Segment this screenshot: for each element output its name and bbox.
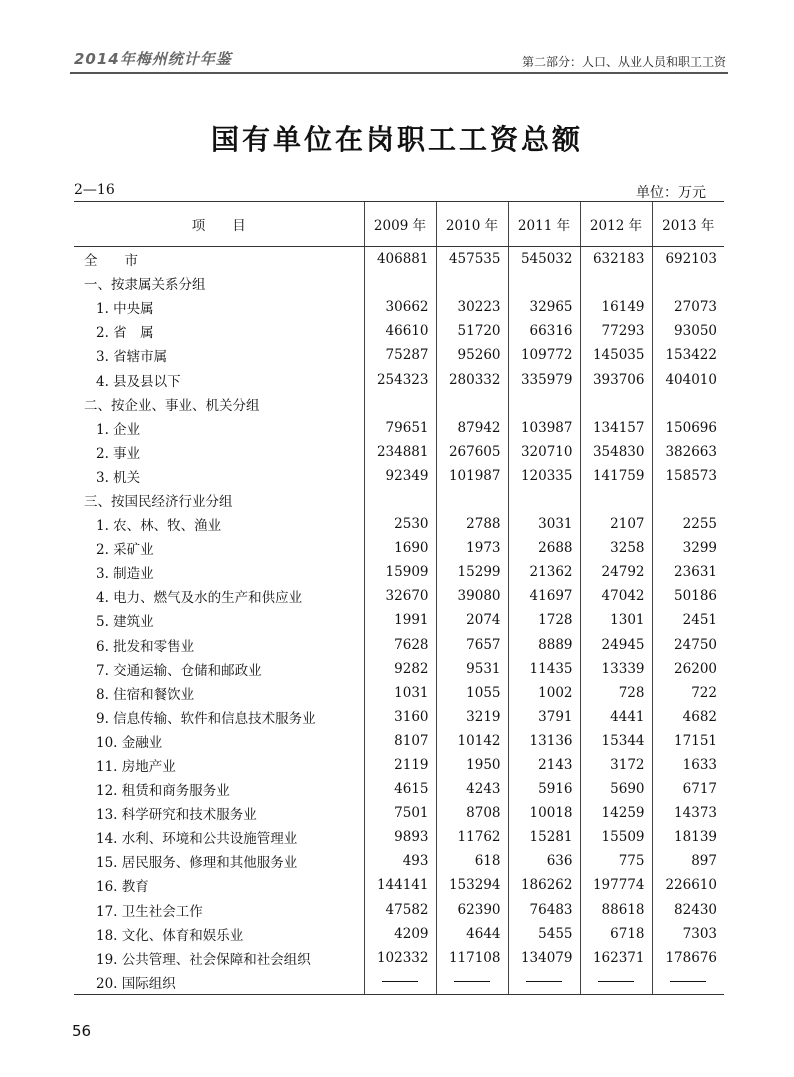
value-cell: 8889: [508, 633, 580, 657]
value-cell: 4682: [652, 705, 724, 729]
row-label: 20. 国际组织: [74, 970, 364, 995]
value-cell: 2255: [652, 512, 724, 536]
value-cell: 46610: [364, 319, 436, 343]
value-cell: [436, 392, 508, 416]
column-header-2012: 2012 年: [580, 202, 652, 247]
table-row: [74, 247, 724, 272]
value-cell: 77293: [580, 319, 652, 343]
table-row: [74, 440, 724, 464]
value-cell: 93050: [652, 319, 724, 343]
value-cell: 30223: [436, 295, 508, 319]
value-cell: 7303: [652, 922, 724, 946]
row-label: 16. 教育: [96, 879, 149, 896]
value-cell: 1633: [652, 753, 724, 777]
table-body: [74, 247, 724, 995]
value-cell: 5455: [508, 922, 580, 946]
row-label: 5. 建筑业: [96, 614, 154, 631]
value-cell: 267605: [436, 440, 508, 464]
column-header-2009: 2009 年: [364, 202, 436, 247]
value-cell: 103987: [508, 416, 580, 440]
row-label: 1. 农、林、牧、渔业: [96, 518, 222, 535]
value-cell: 26200: [652, 657, 724, 681]
dash-value: [598, 981, 634, 983]
column-header-2013: 2013 年: [652, 202, 724, 247]
table-row: [74, 343, 724, 367]
value-cell: 15281: [508, 825, 580, 849]
row-label: 三、按国民经济行业分组: [84, 493, 233, 510]
value-cell: 618: [436, 849, 508, 873]
value-cell: 153294: [436, 873, 508, 897]
value-cell: 320710: [508, 440, 580, 464]
value-cell: 14373: [652, 801, 724, 825]
value-cell: 728: [580, 681, 652, 705]
value-cell: [436, 488, 508, 512]
table-row: [74, 657, 724, 681]
value-cell: [436, 970, 508, 995]
page-number: 56: [72, 1022, 92, 1040]
table-row: [74, 271, 724, 295]
value-cell: 14259: [580, 801, 652, 825]
value-cell: 101987: [436, 464, 508, 488]
value-cell: 545032: [508, 247, 580, 272]
table-row: [74, 729, 724, 753]
value-cell: 24945: [580, 633, 652, 657]
yearbook-title: 2014年梅州统计年鉴: [74, 50, 232, 68]
value-cell: 162371: [580, 946, 652, 970]
value-cell: [364, 392, 436, 416]
value-cell: 75287: [364, 343, 436, 367]
value-cell: 7657: [436, 633, 508, 657]
value-cell: 1728: [508, 608, 580, 632]
value-cell: 2143: [508, 753, 580, 777]
value-cell: 6717: [652, 777, 724, 801]
value-cell: 10018: [508, 801, 580, 825]
value-cell: 16149: [580, 295, 652, 319]
value-cell: 4243: [436, 777, 508, 801]
row-label: 一、按隶属关系分组: [84, 277, 206, 294]
value-cell: 3172: [580, 753, 652, 777]
header-rule: [70, 72, 728, 74]
table-row: [74, 536, 724, 560]
value-cell: 2688: [508, 536, 580, 560]
value-cell: 9282: [364, 657, 436, 681]
value-cell: [580, 488, 652, 512]
value-cell: 5916: [508, 777, 580, 801]
row-label: 12. 租赁和商务服务业: [96, 783, 230, 800]
dash-value: [454, 981, 490, 983]
value-cell: 145035: [580, 343, 652, 367]
table-row: [74, 367, 724, 391]
table-row: [74, 392, 724, 416]
value-cell: 92349: [364, 464, 436, 488]
row-label: 2. 采矿业: [96, 542, 154, 559]
value-cell: 23631: [652, 560, 724, 584]
row-label: 3. 制造业: [96, 566, 154, 583]
row-label: 7. 交通运输、仓储和邮政业: [96, 662, 262, 679]
value-cell: 1301: [580, 608, 652, 632]
value-cell: 15509: [580, 825, 652, 849]
value-cell: [508, 392, 580, 416]
value-cell: [652, 488, 724, 512]
value-cell: 24792: [580, 560, 652, 584]
value-cell: 2119: [364, 753, 436, 777]
value-cell: 636: [508, 849, 580, 873]
table-row: [74, 898, 724, 922]
dash-value: [526, 981, 562, 983]
table-number: 2—16: [74, 182, 115, 198]
value-cell: [508, 488, 580, 512]
value-cell: 1991: [364, 608, 436, 632]
value-cell: 254323: [364, 367, 436, 391]
value-cell: [436, 271, 508, 295]
value-cell: [508, 970, 580, 995]
value-cell: 153422: [652, 343, 724, 367]
table-row: [74, 464, 724, 488]
table-row: [74, 633, 724, 657]
value-cell: [508, 271, 580, 295]
value-cell: 6718: [580, 922, 652, 946]
value-cell: 457535: [436, 247, 508, 272]
value-cell: 692103: [652, 247, 724, 272]
table-row: [74, 416, 724, 440]
value-cell: 82430: [652, 898, 724, 922]
table-row: [74, 705, 724, 729]
value-cell: 393706: [580, 367, 652, 391]
row-label: 15. 居民服务、修理和其他服务业: [96, 855, 298, 872]
row-label: 3. 省辖市属: [96, 349, 168, 366]
value-cell: 13339: [580, 657, 652, 681]
table-row: [74, 801, 724, 825]
value-cell: 15909: [364, 560, 436, 584]
value-cell: 632183: [580, 247, 652, 272]
value-cell: 3791: [508, 705, 580, 729]
row-label: 13. 科学研究和技术服务业: [96, 807, 257, 824]
value-cell: 775: [580, 849, 652, 873]
value-cell: 79651: [364, 416, 436, 440]
row-label: 8. 住宿和餐饮业: [96, 686, 195, 703]
table-row: [74, 319, 724, 343]
value-cell: 1973: [436, 536, 508, 560]
value-cell: 5690: [580, 777, 652, 801]
value-cell: 186262: [508, 873, 580, 897]
row-label: 6. 批发和零售业: [96, 638, 195, 655]
row-label: 二、按企业、事业、机关分组: [84, 397, 260, 414]
value-cell: 134157: [580, 416, 652, 440]
value-cell: 1690: [364, 536, 436, 560]
value-cell: 234881: [364, 440, 436, 464]
table-row: [74, 825, 724, 849]
value-cell: 134079: [508, 946, 580, 970]
table-row: [74, 512, 724, 536]
value-cell: 24750: [652, 633, 724, 657]
value-cell: 32670: [364, 584, 436, 608]
value-cell: 3258: [580, 536, 652, 560]
value-cell: 30662: [364, 295, 436, 319]
value-cell: 18139: [652, 825, 724, 849]
value-cell: 4615: [364, 777, 436, 801]
table-header-row: [74, 202, 724, 247]
value-cell: 354830: [580, 440, 652, 464]
value-cell: 150696: [652, 416, 724, 440]
table-row: [74, 681, 724, 705]
value-cell: 493: [364, 849, 436, 873]
value-cell: 2451: [652, 608, 724, 632]
value-cell: 62390: [436, 898, 508, 922]
row-label: 3. 机关: [96, 469, 141, 486]
column-header-item: 项 目: [74, 202, 364, 247]
value-cell: 17151: [652, 729, 724, 753]
table-row: [74, 488, 724, 512]
dash-value: [382, 981, 418, 983]
value-cell: 280332: [436, 367, 508, 391]
value-cell: 102332: [364, 946, 436, 970]
value-cell: 1031: [364, 681, 436, 705]
value-cell: 109772: [508, 343, 580, 367]
unit-label: 单位：万元: [636, 185, 706, 201]
row-label: 2. 省 属: [96, 325, 154, 342]
value-cell: 27073: [652, 295, 724, 319]
value-cell: 47042: [580, 584, 652, 608]
value-cell: 32965: [508, 295, 580, 319]
value-cell: 382663: [652, 440, 724, 464]
value-cell: 2074: [436, 608, 508, 632]
value-cell: 87942: [436, 416, 508, 440]
value-cell: 4441: [580, 705, 652, 729]
row-label: 10. 金融业: [96, 734, 163, 751]
value-cell: 2107: [580, 512, 652, 536]
value-cell: 21362: [508, 560, 580, 584]
value-cell: 50186: [652, 584, 724, 608]
row-label: 4. 电力、燃气及水的生产和供应业: [96, 590, 303, 607]
column-header-2011: 2011 年: [508, 202, 580, 247]
table-row: [74, 946, 724, 970]
value-cell: 1002: [508, 681, 580, 705]
value-cell: 722: [652, 681, 724, 705]
table-row: [74, 970, 724, 995]
value-cell: 66316: [508, 319, 580, 343]
table-row: [74, 608, 724, 632]
row-label: 11. 房地产业: [96, 759, 176, 776]
value-cell: 15299: [436, 560, 508, 584]
value-cell: 9893: [364, 825, 436, 849]
value-cell: [364, 271, 436, 295]
value-cell: 158573: [652, 464, 724, 488]
value-cell: 4644: [436, 922, 508, 946]
value-cell: 8107: [364, 729, 436, 753]
value-cell: 7628: [364, 633, 436, 657]
table-row: [74, 295, 724, 319]
table-row: [74, 922, 724, 946]
value-cell: 11435: [508, 657, 580, 681]
value-cell: 141759: [580, 464, 652, 488]
value-cell: [364, 970, 436, 995]
value-cell: [580, 271, 652, 295]
value-cell: 11762: [436, 825, 508, 849]
table-row: [74, 849, 724, 873]
value-cell: 117108: [436, 946, 508, 970]
value-cell: [580, 970, 652, 995]
value-cell: 120335: [508, 464, 580, 488]
value-cell: 2788: [436, 512, 508, 536]
table-row: [74, 753, 724, 777]
page-title: 国有单位在岗职工工资总额: [210, 123, 583, 156]
row-label: 1. 中央属: [96, 301, 154, 318]
value-cell: 4209: [364, 922, 436, 946]
row-label: 全 市: [84, 253, 138, 270]
value-cell: 226610: [652, 873, 724, 897]
table-row: [74, 584, 724, 608]
value-cell: 3031: [508, 512, 580, 536]
table-row: [74, 873, 724, 897]
wage-table: [74, 201, 724, 995]
value-cell: [580, 392, 652, 416]
value-cell: 39080: [436, 584, 508, 608]
row-label: 19. 公共管理、社会保障和社会组织: [96, 951, 311, 968]
value-cell: 197774: [580, 873, 652, 897]
value-cell: 406881: [364, 247, 436, 272]
value-cell: 178676: [652, 946, 724, 970]
table-row: [74, 560, 724, 584]
column-header-2010: 2010 年: [436, 202, 508, 247]
value-cell: 335979: [508, 367, 580, 391]
value-cell: 3160: [364, 705, 436, 729]
value-cell: 8708: [436, 801, 508, 825]
value-cell: 1950: [436, 753, 508, 777]
table-row: [74, 777, 724, 801]
row-label: 18. 文化、体育和娱乐业: [96, 927, 244, 944]
value-cell: 41697: [508, 584, 580, 608]
value-cell: 7501: [364, 801, 436, 825]
row-label: 17. 卫生社会工作: [96, 903, 203, 920]
value-cell: [652, 970, 724, 995]
row-label: 1. 企业: [96, 421, 141, 438]
value-cell: [364, 488, 436, 512]
value-cell: 897: [652, 849, 724, 873]
row-label: 4. 县及县以下: [96, 373, 181, 390]
value-cell: 9531: [436, 657, 508, 681]
row-label: 14. 水利、环境和公共设施管理业: [96, 831, 298, 848]
value-cell: 95260: [436, 343, 508, 367]
value-cell: 88618: [580, 898, 652, 922]
row-label: 2. 事业: [96, 445, 141, 462]
value-cell: 2530: [364, 512, 436, 536]
value-cell: [652, 392, 724, 416]
dash-value: [670, 981, 706, 983]
row-label: 9. 信息传输、软件和信息技术服务业: [96, 710, 316, 727]
value-cell: 404010: [652, 367, 724, 391]
value-cell: 3299: [652, 536, 724, 560]
value-cell: 3219: [436, 705, 508, 729]
value-cell: 10142: [436, 729, 508, 753]
value-cell: 47582: [364, 898, 436, 922]
value-cell: 13136: [508, 729, 580, 753]
section-title: 第二部分：人口、从业人员和职工工资: [521, 55, 726, 69]
value-cell: [652, 271, 724, 295]
value-cell: 76483: [508, 898, 580, 922]
value-cell: 51720: [436, 319, 508, 343]
value-cell: 15344: [580, 729, 652, 753]
value-cell: 1055: [436, 681, 508, 705]
value-cell: 144141: [364, 873, 436, 897]
